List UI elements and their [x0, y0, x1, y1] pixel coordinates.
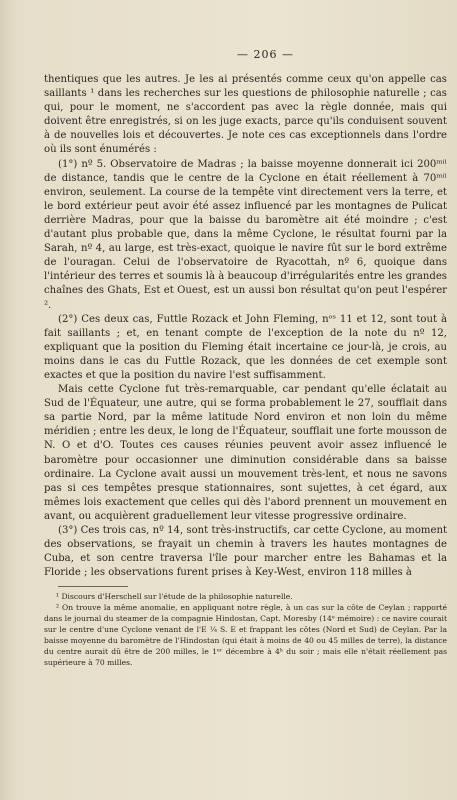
paragraph-5: (3°) Ces trois cas, nº 14, sont très-instructifs, car cette Cyclone, au moment des observations, se frayait un chemin à travers les hautes montagnes de Cuba, et son centre traversa l'île pour marcher entre les Bahamas et la Floride ; les observations furent prises à Key-West, environ 118 milles à	[44, 525, 447, 579]
paragraph-4: Mais cette Cyclone fut très-remarquable, car pendant qu'elle éclatait au Sud de l'Équateur, une autre, qui se forma probablement le 27, soufflait dans sa partie Nord, par la même latitude Nord environ et non loin du même méridien ; entre les deux, le long de l'Équateur, soufflait une forte mousson de N. O et d'O. Toutes ces causes réunies peuvent avoir assez influencé le baromètre pour occasionner une diminution considérable dans sa baisse ordinaire. La Cyclone avait aussi un mouvement très-lent, et nous ne savons pas si ces tempêtes presque stationnaires, sont sujettes, à cet égard, aux mêmes lois exactement que celles qui dès l'abord prennent un mouvement en avant, ou acquièrent graduellement leur vitesse progressive ordinaire.	[44, 384, 447, 522]
paragraph-1: thentiques que les autres. Je les ai présentés comme ceux qu'on appelle cas saillants ¹ dans les recherches sur les questions de philosophie naturelle ; cas qui, pour le moment, ne s'accordent pas avec la règle donnée, mais qui doivent être enregistrés, si on les juge exacts, parce qu'ils conduisent souvent à de nouvelles lois et découvertes. Je note ces cas exceptionnels dans l'ordre où ils sont énumérés :	[44, 74, 447, 156]
footnote-divider	[58, 586, 128, 587]
page-number: — 206 —	[237, 48, 294, 61]
footnote-1: ¹ Discours d'Herschell sur l'étude de la philosophie naturelle.	[56, 592, 293, 602]
paragraph-2: (1°) nº 5. Observatoire de Madras ; la baisse moyenne donnerait ici 200ᵐⁱˡ de distance, tandis que le centre de la Cyclone en était réellement à 70ᵐⁱˡ environ, seulement. La course de la tempête vint directement vers la terre, et le bord extérieur peut avoir été assez influencé par les montagnes de Pulicat derrière Madras, pour que la baisse du baromètre ait été moindre ; c'est d'autant plus probable que, dans la même Cyclone, le résultat fourni par la Sarah, nº 4, au large, est très-exact, quoique le navire fût sur le bord extrême de l'ouragan. Celui de l'observatoire de Ryacottah, nº 6, quoique dans l'intérieur des terres et soumis là à beaucoup d'irrégularités entre les grandes chaînes des Ghats, Est et Ouest, est un aussi bon résultat qu'on peut l'espérer ².	[44, 158, 447, 311]
footnote-2: ² On trouve la même anomalie, en appliquant notre règle, à un cas sur la côte de Ceylan ; rapporté dans le journal du steamer de la compagnie Hindostan, Capt. Moresby (14ᵉ mémoire) : ce navire courait sur le centre d'une Cyclone venant de l'E ¼ S. E et frappant les côtes (Nord et Sud) de Ceylan. Par la baisse moyenne du baromètre de l'Hindostan (qui était à moins de 40 ou 45 milles de terre), la distance du centre aurait dû être de 200 milles, le 1ᵉʳ décembre à 4ʰ du soir ; mais elle n'était réellement pas supérieure à 70 milles.	[44, 603, 447, 668]
footnotes	[44, 591, 447, 668]
main-text	[44, 73, 447, 580]
paragraph-3: (2°) Ces deux cas, Futtle Rozack et John Fleming, nᵒˢ 11 et 12, sont tout à fait saillants ; et, en tenant compte de l'exception de la note du nº 12, expliquant que la position du Fleming était incertaine ce jour-là, je crois, au moins dans le cas du Futtle Rozack, que les données de cet exemple sont exactes et que la position du navire l'est suffisamment.	[44, 313, 447, 381]
